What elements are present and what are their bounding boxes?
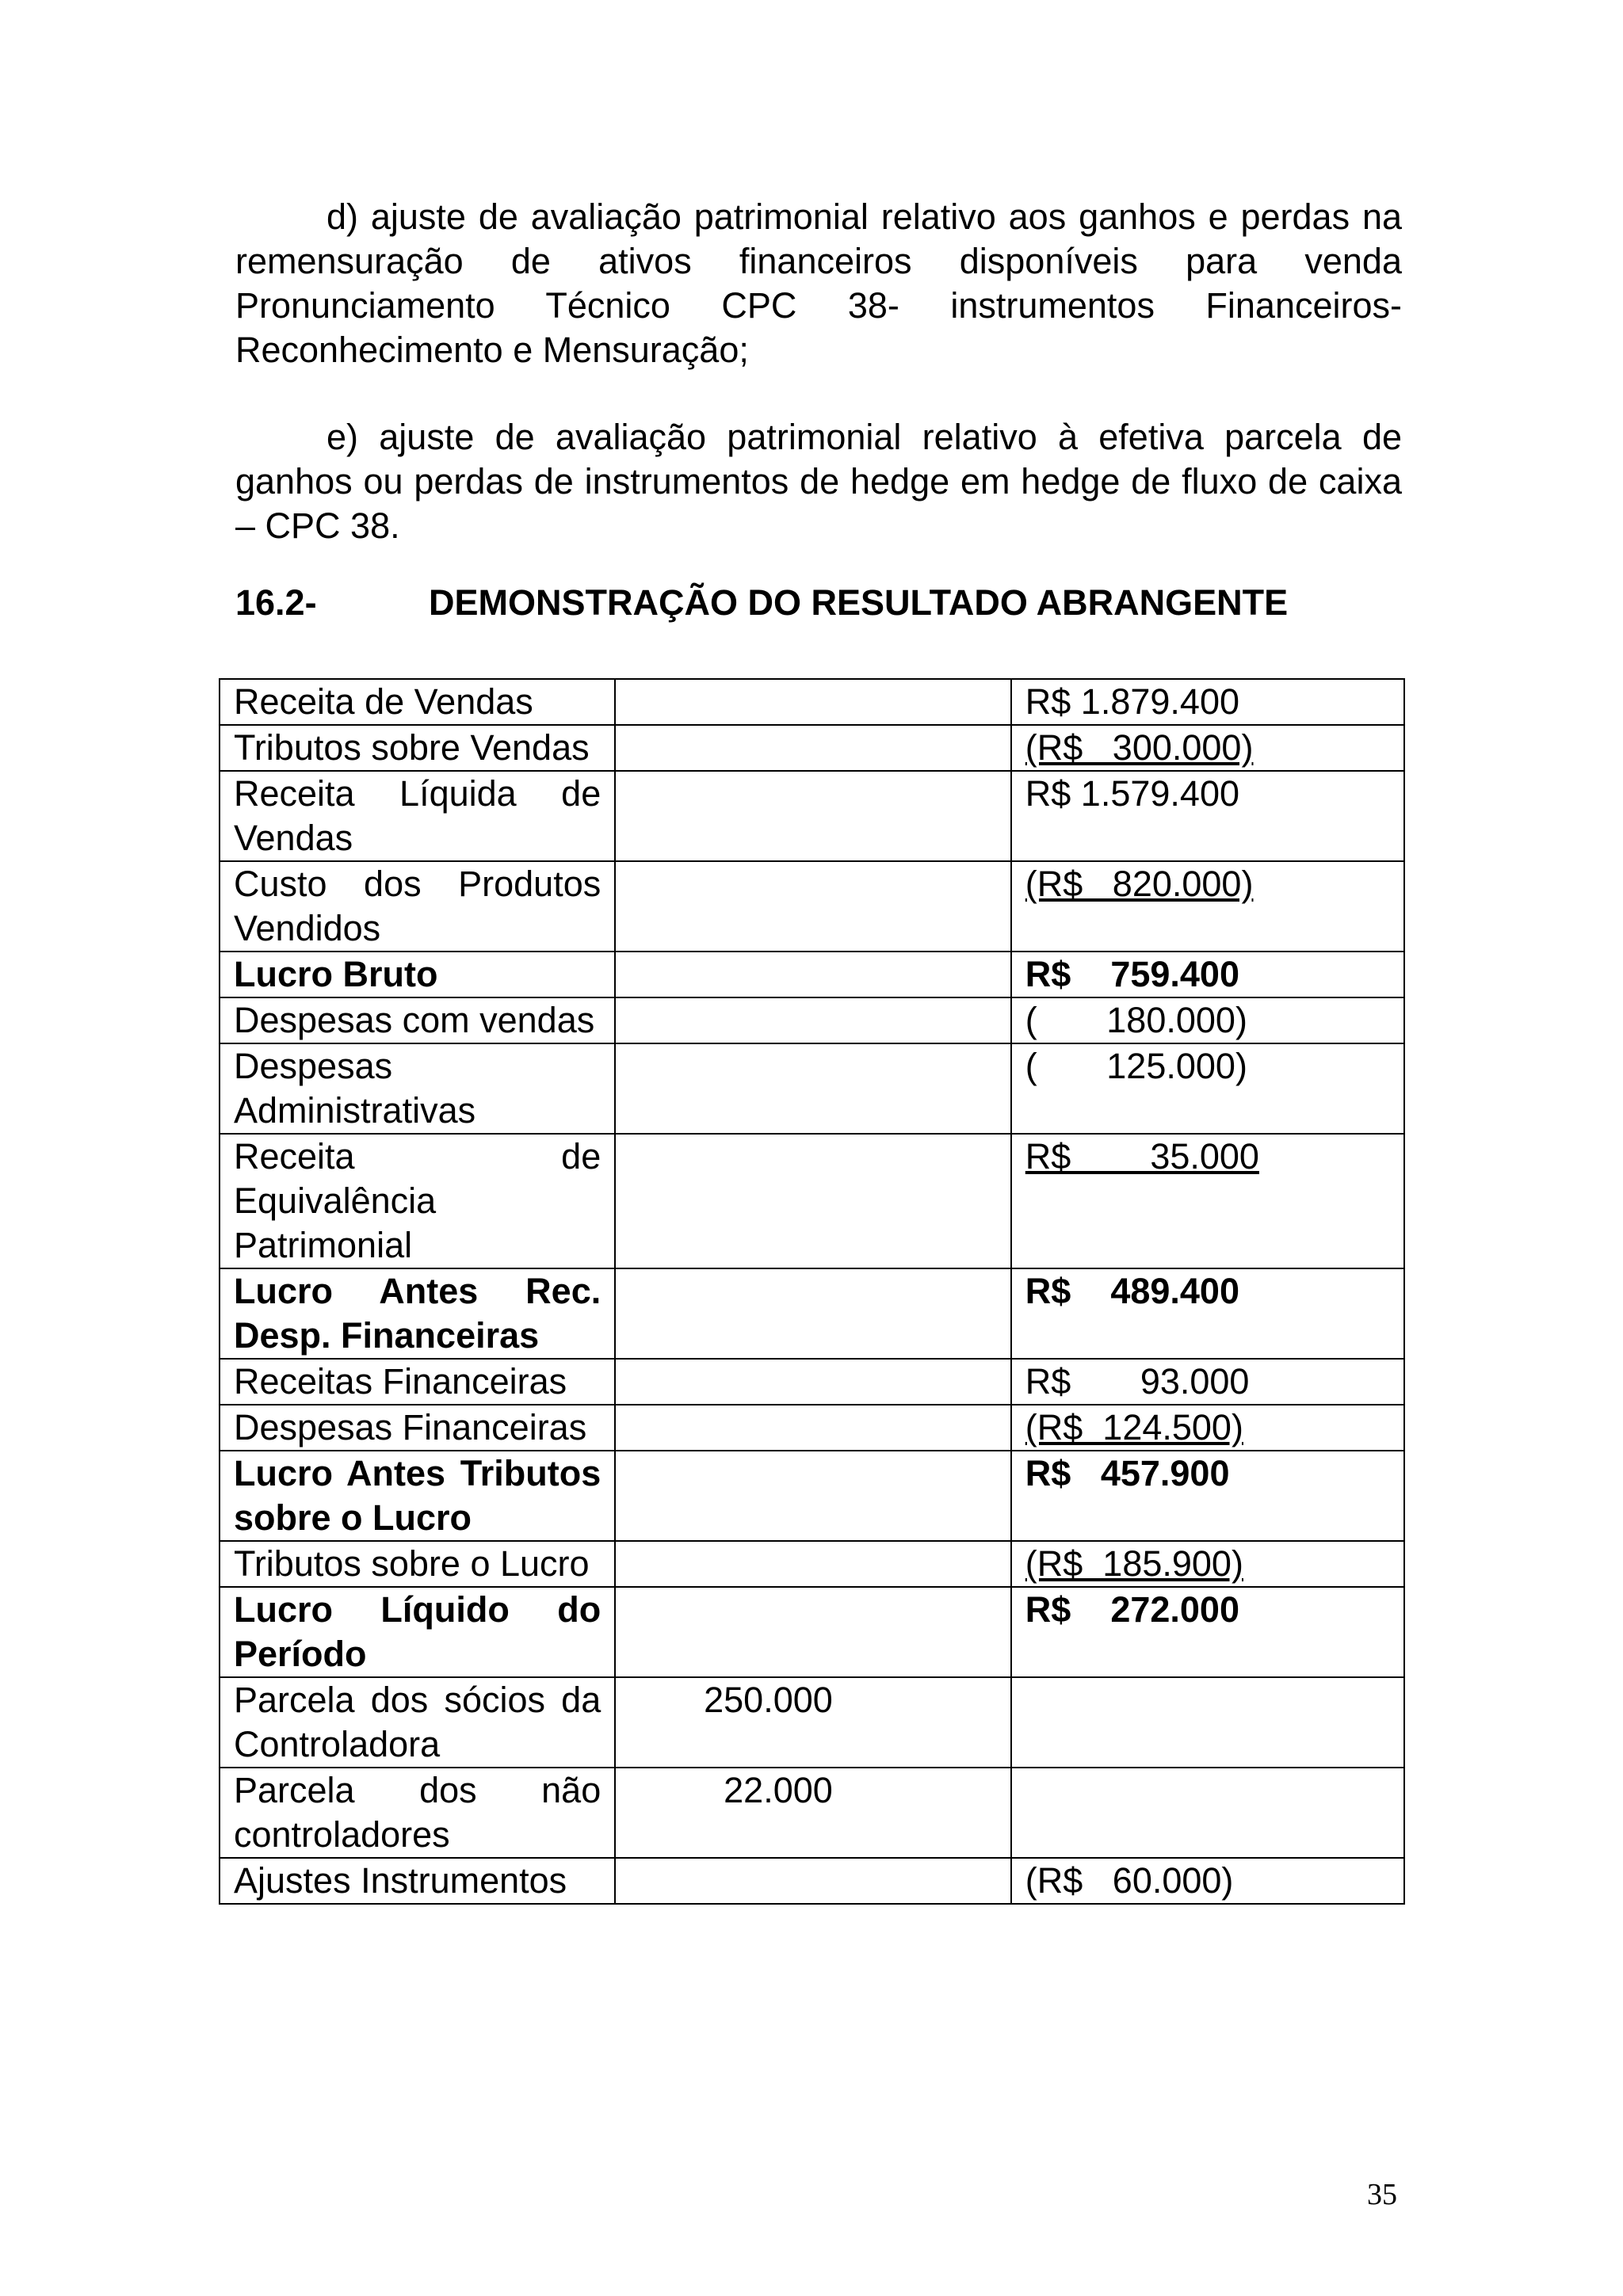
row-partial <box>615 679 1011 725</box>
value-text: (R$ 60.000) <box>1025 1860 1234 1901</box>
row-partial <box>615 952 1011 997</box>
paragraph-e <box>235 415 1402 548</box>
row-label: Custo dos Produtos Vendidos <box>220 861 615 952</box>
row-partial <box>615 1134 1011 1268</box>
section-title: DEMONSTRAÇÃO DO RESULTADO ABRANGENTE <box>429 582 1289 623</box>
row-value <box>1011 725 1404 771</box>
row-value <box>1011 1134 1404 1268</box>
row-value <box>1011 952 1404 997</box>
value-text: R$ 759.400 <box>1025 954 1239 994</box>
row-value <box>1011 1541 1404 1587</box>
row-label: Parcela dos não controladores <box>220 1768 615 1858</box>
row-label: Despesas com vendas <box>220 997 615 1043</box>
row-partial: 250.000 <box>615 1677 1011 1768</box>
table-row <box>220 1541 1404 1587</box>
value-text: R$ 272.000 <box>1025 1589 1239 1630</box>
table-row <box>220 679 1404 725</box>
paragraph-e-text: e) ajuste de avaliação patrimonial relativo à efetiva parcela de ganhos ou perdas de instrumentos de hedge em hedge de fluxo de caixa – CPC 38. <box>235 417 1402 546</box>
income-statement-table <box>219 678 1405 1905</box>
value-text: ( 125.000) <box>1025 1046 1247 1086</box>
table-row <box>220 861 1404 952</box>
value-text: R$ 489.400 <box>1025 1271 1239 1311</box>
table-row <box>220 1858 1404 1904</box>
table-row <box>220 1134 1404 1268</box>
row-label: Receita Líquida de Vendas <box>220 771 615 861</box>
row-label: Despesas Financeiras <box>220 1405 615 1451</box>
row-value <box>1011 1677 1404 1768</box>
row-partial <box>615 1587 1011 1677</box>
paragraph-d-text: d) ajuste de avaliação patrimonial relativo aos ganhos e perdas na remensuração de ativos financeiros disponíveis para venda Pronunciamento Técnico CPC 38- instrumentos Financeiros-Reconhecimento e Mensuração; <box>235 196 1402 370</box>
value-text: R$ 35.000 <box>1025 1136 1259 1177</box>
row-label: Lucro Bruto <box>220 952 615 997</box>
table-row <box>220 1677 1404 1768</box>
row-value <box>1011 1858 1404 1904</box>
row-label: Receitas Financeiras <box>220 1359 615 1405</box>
row-label: Despesas Administrativas <box>220 1043 615 1134</box>
row-label: Parcela dos sócios da Controladora <box>220 1677 615 1768</box>
row-label: Tributos sobre o Lucro <box>220 1541 615 1587</box>
table-row <box>220 1587 1404 1677</box>
value-text: R$ 93.000 <box>1025 1361 1250 1402</box>
row-partial <box>615 771 1011 861</box>
row-value <box>1011 1768 1404 1858</box>
table-row <box>220 1268 1404 1359</box>
row-label: Receita de Vendas <box>220 679 615 725</box>
value-text: (R$ 820.000) <box>1025 864 1254 904</box>
table-row <box>220 1043 1404 1134</box>
value-text: R$ 1.579.400 <box>1025 773 1240 814</box>
row-value <box>1011 679 1404 725</box>
row-partial <box>615 1359 1011 1405</box>
row-value <box>1011 997 1404 1043</box>
table-row <box>220 1359 1404 1405</box>
row-value <box>1011 771 1404 861</box>
row-value <box>1011 1405 1404 1451</box>
row-label: Receita de Equivalência Patrimonial <box>220 1134 615 1268</box>
row-partial <box>615 1405 1011 1451</box>
row-label: Tributos sobre Vendas <box>220 725 615 771</box>
table-row <box>220 997 1404 1043</box>
value-text: (R$ 300.000) <box>1025 727 1254 768</box>
section-heading <box>235 581 1288 625</box>
value-text: R$ 457.900 <box>1025 1453 1230 1493</box>
value-text: R$ 1.879.400 <box>1025 681 1240 722</box>
table-row <box>220 1451 1404 1541</box>
row-label: Lucro Antes Tributos sobre o Lucro <box>220 1451 615 1541</box>
row-value <box>1011 1043 1404 1134</box>
row-partial <box>615 1451 1011 1541</box>
row-partial <box>615 997 1011 1043</box>
row-partial <box>615 861 1011 952</box>
row-partial: 22.000 <box>615 1768 1011 1858</box>
section-number: 16.2- <box>235 582 317 623</box>
value-text: (R$ 185.900) <box>1025 1543 1243 1584</box>
row-label: Lucro Líquido do Período <box>220 1587 615 1677</box>
row-label: Lucro Antes Rec. Desp. Financeiras <box>220 1268 615 1359</box>
page-number: 35 <box>1367 2178 1397 2211</box>
table-row <box>220 771 1404 861</box>
row-value <box>1011 1359 1404 1405</box>
row-partial <box>615 1268 1011 1359</box>
table-row <box>220 1768 1404 1858</box>
table-row <box>220 952 1404 997</box>
row-partial <box>615 1043 1011 1134</box>
row-partial <box>615 1858 1011 1904</box>
row-value <box>1011 1268 1404 1359</box>
row-value <box>1011 861 1404 952</box>
value-text: ( 180.000) <box>1025 1000 1247 1040</box>
row-value <box>1011 1587 1404 1677</box>
row-value <box>1011 1451 1404 1541</box>
row-partial <box>615 725 1011 771</box>
table-row <box>220 1405 1404 1451</box>
table-row <box>220 725 1404 771</box>
value-text: (R$ 124.500) <box>1025 1407 1243 1447</box>
row-partial <box>615 1541 1011 1587</box>
paragraph-d <box>235 195 1402 372</box>
row-label: Ajustes Instrumentos <box>220 1858 615 1904</box>
